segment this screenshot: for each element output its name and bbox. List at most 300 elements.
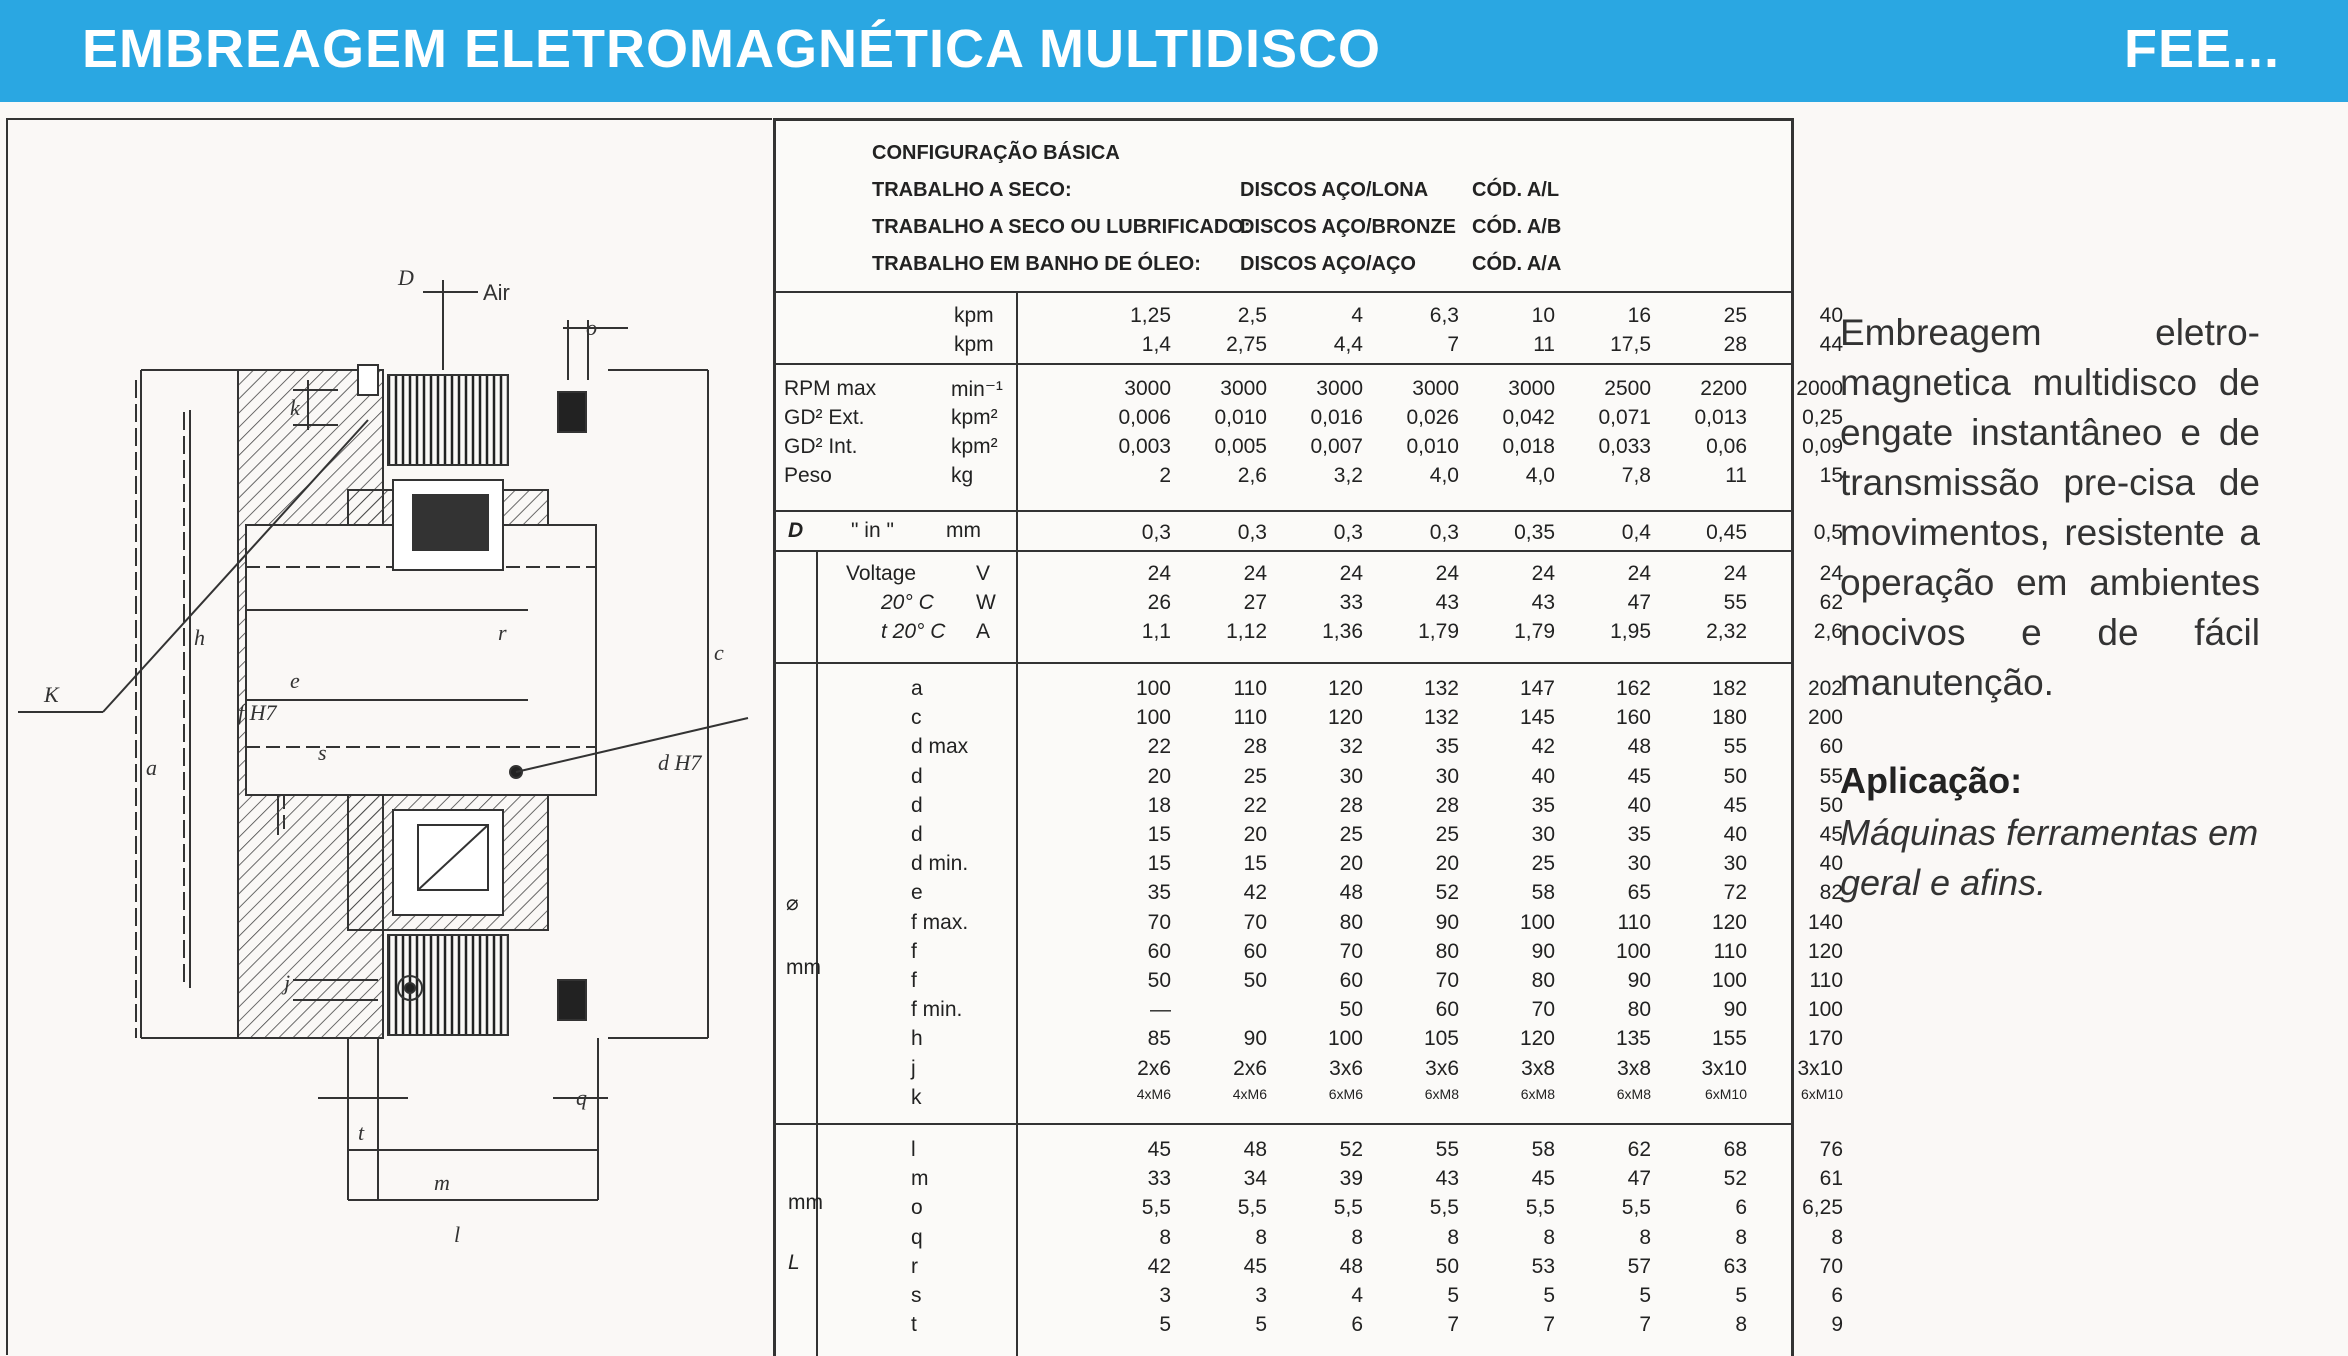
- value-cell: 43: [1531, 591, 1555, 614]
- config-work: TRABALHO EM BANHO DE ÓLEO:: [872, 253, 1201, 275]
- value-cell: 48: [1627, 735, 1651, 759]
- value-cell: 0,09: [1802, 435, 1843, 458]
- value-cell: 72: [1723, 881, 1747, 905]
- value-cell: 35: [1531, 793, 1555, 817]
- value-cell: 0,010: [1406, 435, 1459, 458]
- value-cell: 27: [1243, 591, 1267, 614]
- value-cell: 5,5: [1621, 1196, 1651, 1220]
- label-e: e: [290, 668, 300, 693]
- value-cell: 0,3: [1333, 521, 1363, 544]
- value-cell: 47: [1627, 591, 1651, 614]
- label-h: h: [194, 625, 205, 650]
- row-label: a: [911, 677, 923, 700]
- value-cell: 35: [1147, 881, 1171, 905]
- value-cell: 8: [1831, 1225, 1843, 1249]
- value-cell: 43: [1435, 591, 1459, 614]
- value-cell: 60: [1243, 939, 1267, 963]
- row-label: f min.: [911, 998, 963, 1022]
- value-cell: 2,75: [1226, 333, 1267, 356]
- value-cell: 40: [1627, 793, 1651, 817]
- value-cell: 9: [1831, 1313, 1843, 1337]
- label-f: f H7: [238, 700, 277, 725]
- clutch-cross-section-diagram: [8, 120, 772, 1355]
- value-cell: 80: [1531, 969, 1555, 992]
- value-cell: 48: [1339, 881, 1363, 905]
- value-cell: 3000: [1124, 377, 1171, 400]
- value-cell: 22: [1243, 793, 1267, 817]
- value-cell: 120: [1807, 939, 1843, 963]
- value-cell: 6xM8: [1520, 1085, 1555, 1102]
- value-cell: 100: [1807, 998, 1843, 1022]
- value-cell: 6xM6: [1328, 1085, 1363, 1102]
- application-title: Aplicação:: [1840, 760, 2023, 801]
- value-cell: 18: [1147, 793, 1171, 817]
- row-label: t: [911, 1313, 917, 1337]
- config-work: TRABALHO A SECO:: [872, 179, 1072, 201]
- value-cell: 2200: [1700, 377, 1747, 400]
- value-cell: 11: [1533, 333, 1555, 356]
- value-cell: 100: [1135, 706, 1171, 730]
- value-cell: 40: [1531, 764, 1555, 788]
- value-cell: 25: [1435, 823, 1459, 846]
- value-cell: 52: [1723, 1167, 1747, 1191]
- value-cell: 2,5: [1237, 304, 1267, 327]
- row-label: GD² Ext.: [784, 406, 865, 429]
- value-cell: 30: [1531, 823, 1555, 846]
- value-cell: 55: [1819, 764, 1843, 788]
- value-cell: 30: [1627, 852, 1651, 876]
- value-cell: 4,0: [1525, 464, 1555, 487]
- label-j: j: [284, 970, 291, 995]
- value-cell: 8: [1447, 1225, 1459, 1249]
- page-title: EMBREAGEM ELETROMAGNÉTICA MULTIDISCO: [82, 19, 1381, 79]
- value-cell: 6: [1735, 1196, 1747, 1220]
- value-cell: 20: [1243, 823, 1267, 846]
- unit-cell: W: [976, 591, 996, 614]
- value-cell: 0,35: [1514, 521, 1555, 544]
- row-label: d min.: [911, 852, 969, 876]
- row-label: f: [911, 939, 917, 963]
- divider: [776, 363, 1791, 365]
- value-cell: 25: [1243, 764, 1267, 788]
- row-label: o: [911, 1196, 923, 1220]
- value-cell: 60: [1819, 735, 1843, 759]
- value-cell: 100: [1519, 910, 1555, 934]
- value-cell: 4,4: [1333, 333, 1363, 356]
- value-cell: 0,026: [1406, 406, 1459, 429]
- row-label: 20° C: [881, 591, 934, 614]
- value-cell: 85: [1147, 1027, 1171, 1051]
- value-cell: 48: [1243, 1138, 1267, 1161]
- value-cell: 132: [1423, 677, 1459, 700]
- label-l: l: [454, 1222, 461, 1247]
- value-cell: 70: [1243, 910, 1267, 934]
- value-cell: 3: [1255, 1284, 1267, 1307]
- value-cell: 90: [1627, 969, 1651, 992]
- value-cell: 39: [1339, 1167, 1363, 1191]
- value-cell: 135: [1615, 1027, 1651, 1051]
- row-label: d max: [911, 735, 969, 759]
- row-label: D: [788, 519, 804, 542]
- value-cell: 45: [1147, 1138, 1171, 1161]
- value-cell: 8: [1543, 1225, 1555, 1249]
- value-cell: 6,3: [1429, 304, 1459, 327]
- value-cell: 1,79: [1514, 620, 1555, 643]
- value-cell: 7: [1639, 1313, 1651, 1337]
- value-cell: 15: [1147, 823, 1171, 846]
- value-cell: 120: [1327, 677, 1363, 700]
- value-cell: 100: [1135, 677, 1171, 700]
- value-cell: 1,12: [1226, 620, 1267, 643]
- unit-cell: kpm²: [951, 435, 998, 458]
- value-cell: 48: [1339, 1254, 1363, 1278]
- value-cell: 17,5: [1610, 333, 1651, 356]
- value-cell: 62: [1819, 591, 1843, 614]
- value-cell: 0,006: [1118, 406, 1171, 429]
- value-cell: 120: [1711, 910, 1747, 934]
- value-cell: 82: [1819, 881, 1843, 905]
- value-cell: 170: [1807, 1027, 1843, 1051]
- label-air: Air: [483, 280, 510, 305]
- config-code: CÓD. A/A: [1472, 253, 1562, 275]
- value-cell: 105: [1423, 1027, 1459, 1051]
- value-cell: 24: [1723, 562, 1747, 585]
- value-cell: 5,5: [1429, 1196, 1459, 1220]
- value-cell: 162: [1615, 677, 1651, 700]
- value-cell: 0,3: [1237, 521, 1267, 544]
- value-cell: 30: [1435, 764, 1459, 788]
- value-cell: 3000: [1412, 377, 1459, 400]
- value-cell: 33: [1339, 591, 1363, 614]
- row-label: f: [911, 969, 917, 992]
- value-cell: 4xM6: [1232, 1085, 1267, 1102]
- value-cell: 24: [1147, 562, 1171, 585]
- group-unit: mm: [788, 1191, 823, 1214]
- row-label: d: [911, 764, 923, 788]
- value-cell: 3x8: [1521, 1056, 1555, 1080]
- value-cell: 0,018: [1502, 435, 1555, 458]
- value-cell: 200: [1807, 706, 1843, 730]
- unit-cell: kpm: [954, 333, 994, 356]
- value-cell: —: [1150, 998, 1171, 1022]
- value-cell: 22: [1147, 735, 1171, 759]
- value-cell: 24: [1531, 562, 1555, 585]
- value-cell: 90: [1243, 1027, 1267, 1051]
- value-cell: 90: [1435, 910, 1459, 934]
- value-cell: 42: [1531, 735, 1555, 759]
- value-cell: 43: [1435, 1167, 1459, 1191]
- value-cell: 5: [1735, 1284, 1747, 1307]
- row-label: h: [911, 1027, 923, 1051]
- value-cell: 2,32: [1706, 620, 1747, 643]
- value-cell: 5: [1543, 1284, 1555, 1307]
- value-cell: 47: [1627, 1167, 1651, 1191]
- value-cell: 0,071: [1598, 406, 1651, 429]
- row-label: " in ": [851, 519, 894, 542]
- value-cell: 2500: [1604, 377, 1651, 400]
- value-cell: 5: [1255, 1313, 1267, 1337]
- value-cell: 24: [1627, 562, 1651, 585]
- value-cell: 20: [1147, 764, 1171, 788]
- value-cell: 8: [1735, 1313, 1747, 1337]
- value-cell: 8: [1159, 1225, 1171, 1249]
- column-divider: [1016, 291, 1018, 1356]
- row-label: k: [911, 1085, 922, 1109]
- value-cell: 90: [1723, 998, 1747, 1022]
- label-k: k: [290, 395, 300, 420]
- value-cell: 24: [1435, 562, 1459, 585]
- value-cell: 100: [1615, 939, 1651, 963]
- divider: [776, 510, 1791, 512]
- value-cell: 5,5: [1237, 1196, 1267, 1220]
- value-cell: 34: [1243, 1167, 1267, 1191]
- label-m: m: [434, 1170, 450, 1195]
- value-cell: 24: [1819, 562, 1843, 585]
- value-cell: 40: [1819, 304, 1843, 327]
- value-cell: 110: [1617, 910, 1651, 934]
- value-cell: 3x10: [1701, 1056, 1747, 1080]
- value-cell: 52: [1339, 1138, 1363, 1161]
- value-cell: 40: [1819, 852, 1843, 876]
- value-cell: 110: [1233, 706, 1267, 730]
- config-code: CÓD. A/L: [1472, 179, 1560, 201]
- value-cell: 53: [1531, 1254, 1555, 1278]
- label-D: D: [398, 265, 414, 290]
- value-cell: 5,5: [1141, 1196, 1171, 1220]
- value-cell: 145: [1519, 706, 1555, 730]
- value-cell: 50: [1723, 764, 1747, 788]
- label-d: d H7: [658, 750, 702, 775]
- config-code: CÓD. A/B: [1472, 216, 1562, 238]
- value-cell: 2x6: [1137, 1056, 1171, 1080]
- value-cell: 6: [1351, 1313, 1363, 1337]
- unit-cell: kg: [951, 464, 974, 487]
- row-label: l: [911, 1138, 916, 1161]
- value-cell: 26: [1147, 591, 1171, 614]
- value-cell: 58: [1531, 1138, 1555, 1161]
- value-cell: 63: [1723, 1254, 1747, 1278]
- unit-cell: min⁻¹: [951, 378, 1003, 401]
- config-work: TRABALHO A SECO OU LUBRIFICADO:: [872, 216, 1251, 238]
- value-cell: 45: [1531, 1167, 1555, 1191]
- label-K: K: [44, 682, 59, 707]
- value-cell: 0,005: [1214, 435, 1267, 458]
- config-discs: DISCOS AÇO/LONA: [1240, 179, 1429, 201]
- row-label: RPM max: [784, 377, 877, 400]
- value-cell: 70: [1819, 1254, 1843, 1278]
- value-cell: 68: [1723, 1138, 1747, 1161]
- value-cell: 0,06: [1706, 435, 1747, 458]
- value-cell: 132: [1423, 706, 1459, 730]
- value-cell: 60: [1435, 998, 1459, 1022]
- value-cell: 100: [1327, 1027, 1363, 1051]
- value-cell: 45: [1243, 1254, 1267, 1278]
- unit-cell: V: [976, 562, 991, 585]
- value-cell: 1,79: [1418, 620, 1459, 643]
- value-cell: 76: [1819, 1138, 1843, 1161]
- value-cell: 2: [1159, 464, 1171, 487]
- value-cell: 182: [1711, 677, 1747, 700]
- technical-drawing: [6, 118, 772, 1355]
- value-cell: 20: [1435, 852, 1459, 876]
- value-cell: 0,033: [1598, 435, 1651, 458]
- value-cell: 62: [1627, 1138, 1651, 1161]
- value-cell: 28: [1723, 333, 1747, 356]
- value-cell: 24: [1243, 562, 1267, 585]
- label-q: q: [576, 1085, 587, 1110]
- value-cell: 202: [1807, 677, 1843, 700]
- value-cell: 1,36: [1322, 620, 1363, 643]
- value-cell: 0,45: [1706, 521, 1747, 544]
- value-cell: 0,007: [1310, 435, 1363, 458]
- divider: [776, 1123, 1791, 1125]
- value-cell: 160: [1615, 706, 1651, 730]
- value-cell: 80: [1627, 998, 1651, 1022]
- value-cell: 3000: [1508, 377, 1555, 400]
- value-cell: 5: [1159, 1313, 1171, 1337]
- label-o: o: [586, 315, 597, 340]
- value-cell: 0,4: [1621, 521, 1651, 544]
- value-cell: 0,013: [1694, 406, 1747, 429]
- value-cell: 32: [1339, 735, 1363, 759]
- value-cell: 50: [1339, 998, 1363, 1022]
- value-cell: 61: [1819, 1167, 1843, 1191]
- value-cell: 3000: [1316, 377, 1363, 400]
- unit-cell: A: [976, 620, 991, 643]
- value-cell: 6xM10: [1704, 1085, 1747, 1102]
- product-code: FEE...: [2123, 19, 2280, 79]
- group-divider: [816, 550, 818, 1356]
- value-cell: 30: [1339, 764, 1363, 788]
- value-cell: 3x6: [1329, 1056, 1363, 1080]
- value-cell: 7: [1447, 333, 1459, 356]
- value-cell: 50: [1819, 793, 1843, 817]
- row-label: Peso: [784, 464, 832, 487]
- value-cell: 1,4: [1141, 333, 1171, 356]
- value-cell: 80: [1339, 910, 1363, 934]
- value-cell: 20: [1339, 852, 1363, 876]
- value-cell: 8: [1351, 1225, 1363, 1249]
- label-t: t: [358, 1120, 365, 1145]
- row-label: GD² Int.: [784, 435, 858, 458]
- label-r: r: [498, 620, 507, 645]
- value-cell: 2,6: [1813, 620, 1843, 643]
- row-label: t 20° C: [881, 620, 946, 643]
- value-cell: 6: [1831, 1284, 1843, 1307]
- value-cell: 0,3: [1429, 521, 1459, 544]
- spec-table: [773, 118, 1843, 1356]
- value-cell: 6xM10: [1800, 1085, 1843, 1102]
- value-cell: 4xM6: [1136, 1085, 1171, 1102]
- value-cell: 7: [1543, 1313, 1555, 1337]
- value-cell: 0,5: [1813, 521, 1843, 544]
- value-cell: 28: [1339, 793, 1363, 817]
- value-cell: 4: [1351, 304, 1363, 327]
- label-s: s: [318, 740, 327, 765]
- value-cell: 30: [1723, 852, 1747, 876]
- value-cell: 70: [1147, 910, 1171, 934]
- value-cell: 50: [1243, 969, 1267, 992]
- config-discs: DISCOS AÇO/AÇO: [1240, 253, 1416, 275]
- value-cell: 28: [1243, 735, 1267, 759]
- row-label: e: [911, 881, 923, 905]
- row-label: d: [911, 823, 923, 846]
- value-cell: 2x6: [1233, 1056, 1267, 1080]
- application-text: Máquinas ferramentas em geral e afins.: [1840, 812, 2259, 903]
- product-description: Embreagem eletro-magnetica multidisco de engate instantâneo e de transmissão pre-cisa de movimentos, resistente a operação em ambientes nocivos e de fácil manutenção.: [1840, 312, 2260, 703]
- config-discs: DISCOS AÇO/BRONZE: [1240, 216, 1456, 238]
- row-label: m: [911, 1167, 929, 1191]
- value-cell: 80: [1435, 939, 1459, 963]
- value-cell: 110: [1233, 677, 1267, 700]
- value-cell: 60: [1339, 969, 1363, 992]
- value-cell: 0,016: [1310, 406, 1363, 429]
- value-cell: 1,95: [1610, 620, 1651, 643]
- value-cell: 15: [1147, 852, 1171, 876]
- row-label: s: [911, 1284, 922, 1307]
- value-cell: 15: [1819, 464, 1843, 487]
- value-cell: 15: [1243, 852, 1267, 876]
- unit-cell: kpm²: [951, 406, 998, 429]
- value-cell: 8: [1255, 1225, 1267, 1249]
- value-cell: 25: [1339, 823, 1363, 846]
- value-cell: 16: [1627, 304, 1651, 327]
- value-cell: 50: [1435, 1254, 1459, 1278]
- value-cell: 70: [1531, 998, 1555, 1022]
- value-cell: 110: [1809, 969, 1843, 992]
- row-label: d: [911, 793, 923, 817]
- value-cell: 6,25: [1802, 1196, 1843, 1220]
- label-a: a: [146, 755, 157, 780]
- value-cell: 1,25: [1130, 304, 1171, 327]
- value-cell: 4: [1351, 1284, 1363, 1307]
- value-cell: 45: [1723, 793, 1747, 817]
- row-label: Voltage: [846, 562, 917, 585]
- value-cell: 52: [1435, 881, 1459, 905]
- value-cell: 28: [1435, 793, 1459, 817]
- value-cell: 3,2: [1333, 464, 1363, 487]
- value-cell: 3x10: [1797, 1056, 1843, 1080]
- divider: [776, 662, 1791, 664]
- row-label: q: [911, 1225, 923, 1249]
- value-cell: 35: [1627, 823, 1651, 846]
- unit-cell: kpm: [954, 304, 994, 327]
- value-cell: 3x6: [1425, 1056, 1459, 1080]
- value-cell: 33: [1147, 1167, 1171, 1191]
- value-cell: 6xM8: [1424, 1085, 1459, 1102]
- value-cell: 8: [1639, 1225, 1651, 1249]
- config-title: CONFIGURAÇÃO BÁSICA: [872, 142, 1120, 164]
- value-cell: 25: [1531, 852, 1555, 876]
- divider: [776, 550, 1791, 552]
- value-cell: 100: [1711, 969, 1747, 992]
- value-cell: 180: [1711, 706, 1747, 730]
- value-cell: 70: [1435, 969, 1459, 992]
- value-cell: 35: [1435, 735, 1459, 759]
- value-cell: 5,5: [1333, 1196, 1363, 1220]
- value-cell: 45: [1819, 823, 1843, 846]
- value-cell: 3x8: [1617, 1056, 1651, 1080]
- value-cell: 0,003: [1118, 435, 1171, 458]
- value-cell: 2,6: [1237, 464, 1267, 487]
- value-cell: 120: [1519, 1027, 1555, 1051]
- value-cell: 57: [1627, 1254, 1651, 1278]
- value-cell: 55: [1723, 591, 1747, 614]
- header-banner: [0, 0, 2348, 102]
- value-cell: 8: [1735, 1225, 1747, 1249]
- row-label: f max.: [911, 910, 969, 934]
- value-cell: 40: [1723, 823, 1747, 846]
